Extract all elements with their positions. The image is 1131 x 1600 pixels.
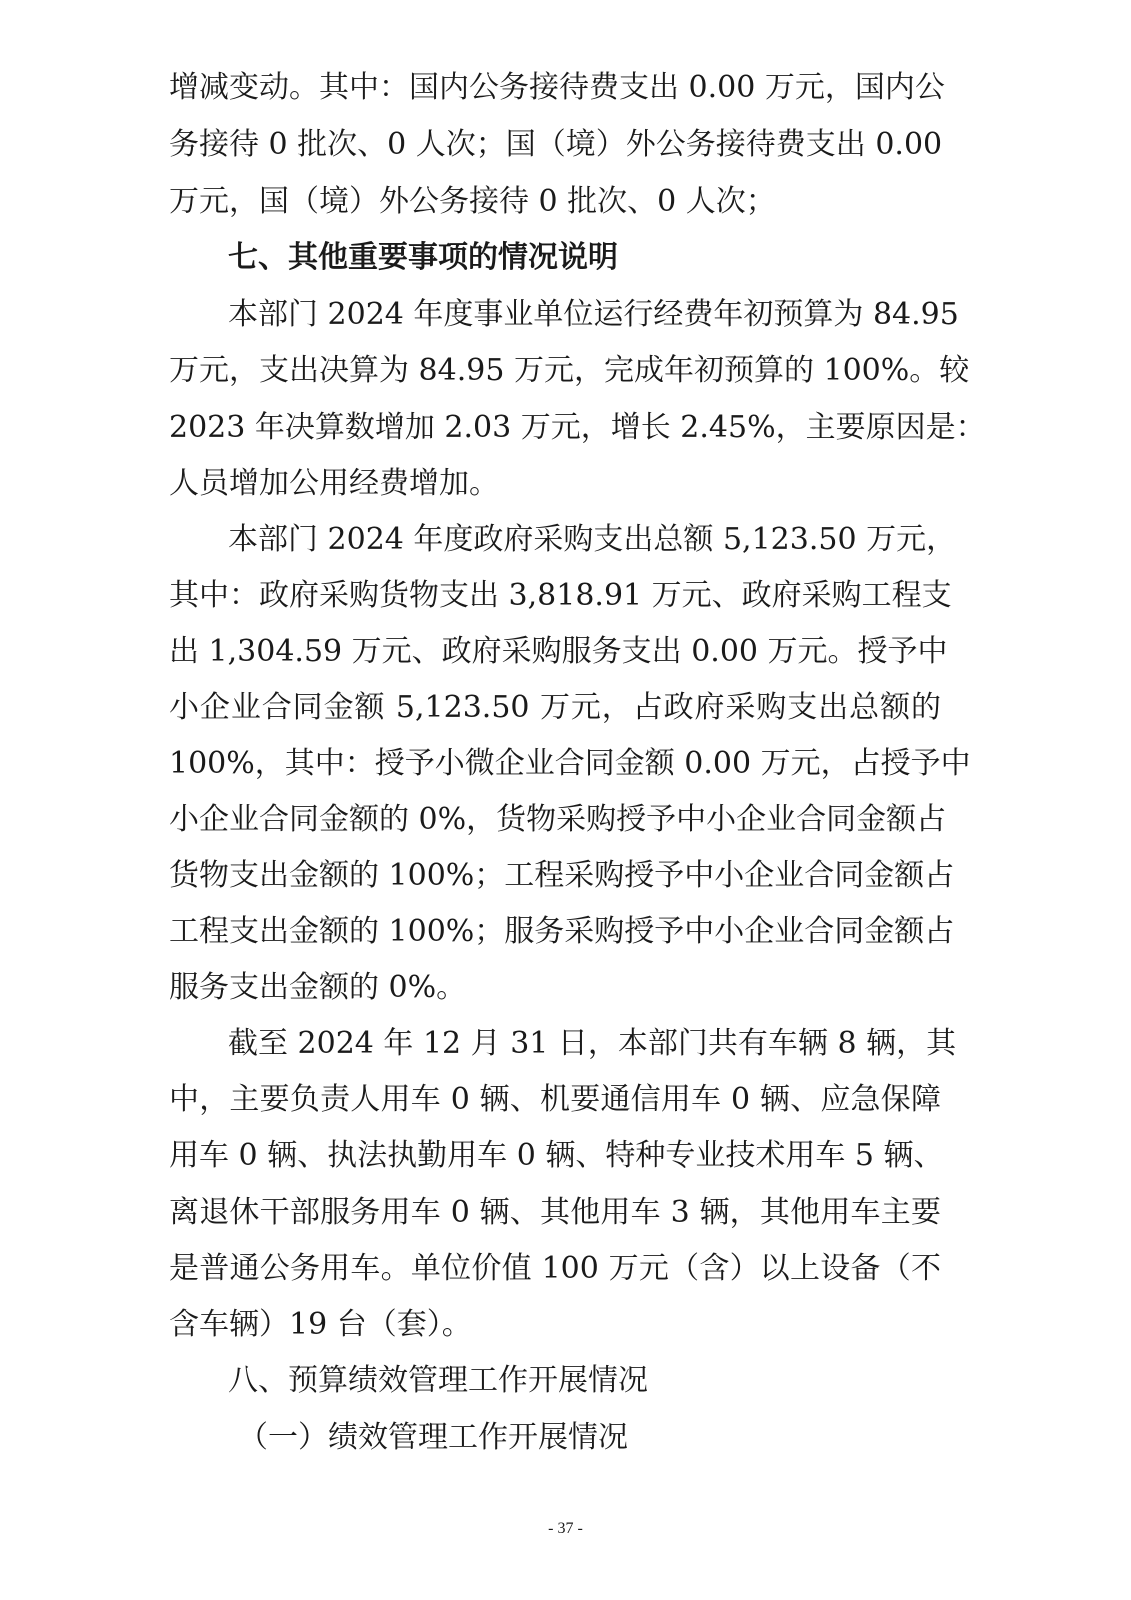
subsection-heading: （一）绩效管理工作开展情况 — [238, 1420, 628, 1455]
paragraph-line: 万元，支出决算为 84.95 万元，完成年初预算的 100%。较 — [169, 353, 970, 388]
page-number: - 37 - — [548, 1520, 583, 1537]
paragraph-line: 小企业合同金额 5,123.50 万元，占政府采购支出总额的 — [169, 690, 941, 725]
paragraph-line: 出 1,304.59 万元、政府采购服务支出 0.00 万元。授予中 — [169, 634, 948, 669]
paragraph-line: 货物支出金额的 100%；工程采购授予中小企业合同金额占 — [169, 858, 955, 893]
paragraph-line: 人员增加公用经费增加。 — [169, 466, 499, 501]
paragraph-line: 本部门 2024 年度政府采购支出总额 5,123.50 万元， — [228, 522, 957, 557]
paragraph-line: 小企业合同金额的 0%，货物采购授予中小企业合同金额占 — [169, 802, 947, 837]
paragraph-line: 是普通公务用车。单位价值 100 万元（含）以上设备（不 — [169, 1251, 941, 1286]
paragraph-line: 中，主要负责人用车 0 辆、机要通信用车 0 辆、应急保障 — [169, 1082, 941, 1117]
paragraph-line: 本部门 2024 年度事业单位运行经费年初预算为 84.95 — [228, 297, 959, 332]
paragraph-line: 截至 2024 年 12 月 31 日，本部门共有车辆 8 辆，其 — [228, 1026, 957, 1061]
paragraph-line: 离退休干部服务用车 0 辆、其他用车 3 辆，其他用车主要 — [169, 1195, 941, 1230]
paragraph-line: 用车 0 辆、执法执勤用车 0 辆、特种专业技术用车 5 辆、 — [169, 1138, 944, 1173]
paragraph-line: 2023 年决算数增加 2.03 万元，增长 2.45%，主要原因是： — [169, 410, 986, 445]
paragraph-line: 其中：政府采购货物支出 3,818.91 万元、政府采购工程支 — [169, 578, 952, 613]
paragraph-line: 100%，其中：授予小微企业合同金额 0.00 万元，占授予中 — [169, 746, 971, 781]
section-heading-7: 七、其他重要事项的情况说明 — [228, 240, 618, 275]
paragraph-line: 工程支出金额的 100%；服务采购授予中小企业合同金额占 — [169, 914, 955, 949]
section-heading-8: 八、预算绩效管理工作开展情况 — [228, 1363, 648, 1398]
paragraph-line: 万元，国（境）外公务接待 0 批次、0 人次； — [169, 184, 776, 219]
paragraph-line: 增减变动。其中：国内公务接待费支出 0.00 万元，国内公 — [169, 70, 945, 105]
paragraph-line: 含车辆）19 台（套）。 — [169, 1307, 472, 1342]
paragraph-line: 服务支出金额的 0%。 — [169, 970, 467, 1005]
paragraph-line: 务接待 0 批次、0 人次；国（境）外公务接待费支出 0.00 — [169, 127, 943, 162]
